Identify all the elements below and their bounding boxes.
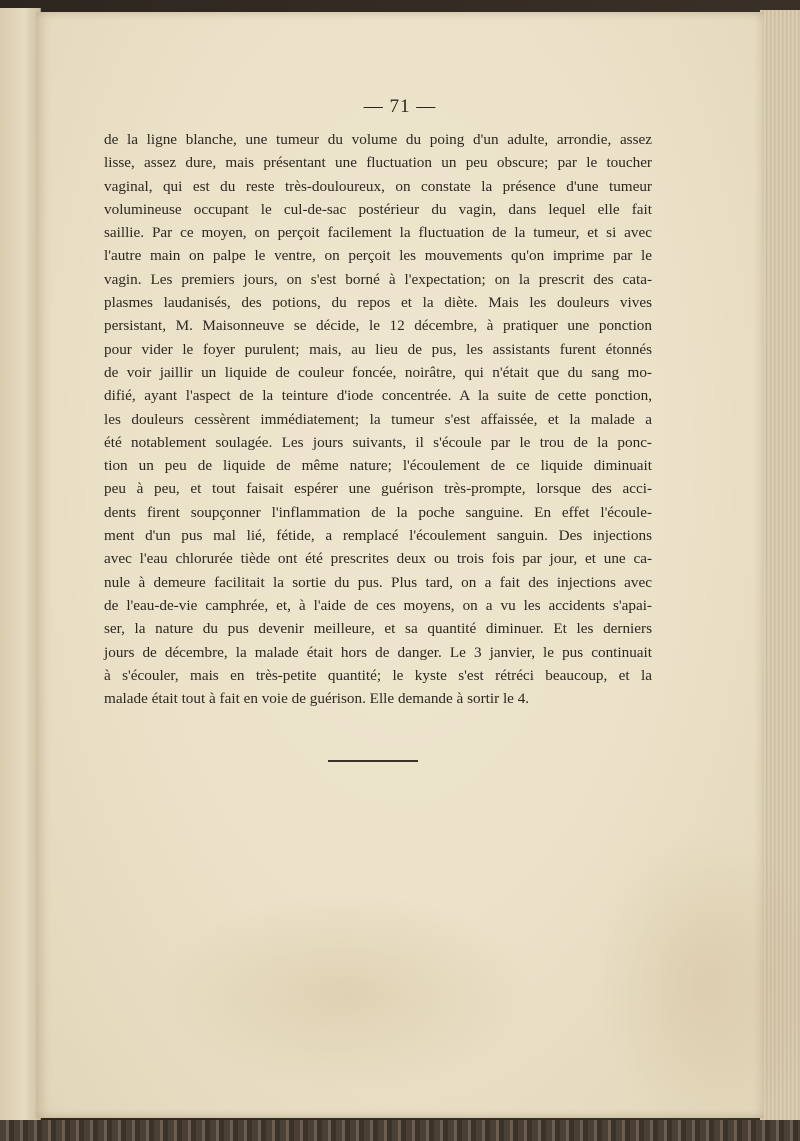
text-line: plasmes laudanisés, des potions, du repos et la diète. Mais les douleurs vives [104,294,652,312]
text-line: à s'écouler, mais en très-petite quantité; le kyste s'est rétréci beaucoup, et la [104,666,652,684]
text-line: nule à demeure facilitait la sortie du pus. Plus tard, on a fait des injections avec [104,573,652,591]
end-rule-divider [328,760,418,762]
text-line: les douleurs cessèrent immédiatement; la tumeur s'est affaissée, et la malade a [104,410,652,428]
text-line: volumineuse occupant le cul-de-sac postérieur du vagin, dans lequel elle fait [104,200,652,218]
body-paragraph [104,128,652,710]
text-line: vaginal, qui est du reste très-douloureux, on constate la présence d'une tumeur [104,177,652,195]
text-line: malade était tout à fait en voie de guérison. Elle demande à sortir le 4. [104,690,530,708]
text-line: lisse, assez dure, mais présentant une fluctuation un peu obscure; par le toucher [104,154,652,172]
text-line: peu à peu, et tout faisait espérer une guérison très-prompte, lorsque des acci- [104,480,652,498]
text-line: vagin. Les premiers jours, on s'est borné à l'expectation; on la prescrit des cata- [104,270,652,288]
paper-stain [156,892,536,1092]
text-line: difié, ayant l'aspect de la teinture d'iode concentrée. A la suite de cette ponction, [104,387,652,405]
page-number: — 71 — [363,96,437,117]
text-line: ment d'un pus mal lié, fétide, a remplacé l'écoulement sanguin. Des injections [104,527,652,545]
text-line: tion un peu de liquide de même nature; l'écoulement de ce liquide diminuait [104,457,652,475]
text-line: été notablement soulagée. Les jours suivants, il s'écoule par le trou de la ponc- [104,433,652,451]
text-line: saillie. Par ce moyen, on perçoit facilement la fluctuation de la tumeur, et si avec [104,224,652,242]
text-line: de voir jaillir un liquide de couleur foncée, noirâtre, qui n'était que du sang mo- [104,363,652,381]
text-line: de la ligne blanche, une tumeur du volume du poing d'un adulte, arrondie, assez [104,131,652,148]
text-line: jours de décembre, la malade était hors de danger. Le 3 janvier, le pus continuait [104,643,652,661]
text-line: avec l'eau chlorurée tiède ont été prescrites deux ou trois fois par jour, et une ca- [104,550,652,568]
text-line: de l'eau-de-vie camphrée, et, à l'aide de ces moyens, on a vu les accidents s'apai- [104,596,652,614]
text-line: pour vider le foyer purulent; mais, au lieu de pus, les assistants furent étonnés [104,340,652,358]
text-line: l'autre main on palpe le ventre, on perçoit les mouvements qu'on imprime par le [104,247,652,265]
text-line: ser, la nature du pus devenir meilleure, et sa quantité diminuer. Et les derniers [104,620,652,638]
paper-stain [596,832,800,1132]
facing-page-edge [0,8,41,1123]
text-line: dents firent soupçonner l'inflammation de la poche sanguine. En effet l'écoule- [104,503,652,521]
text-line: persistant, M. Maisonneuve se décide, le 12 décembre, à pratiquer une ponction [104,317,652,335]
scan-bottom-edge [0,1120,800,1141]
